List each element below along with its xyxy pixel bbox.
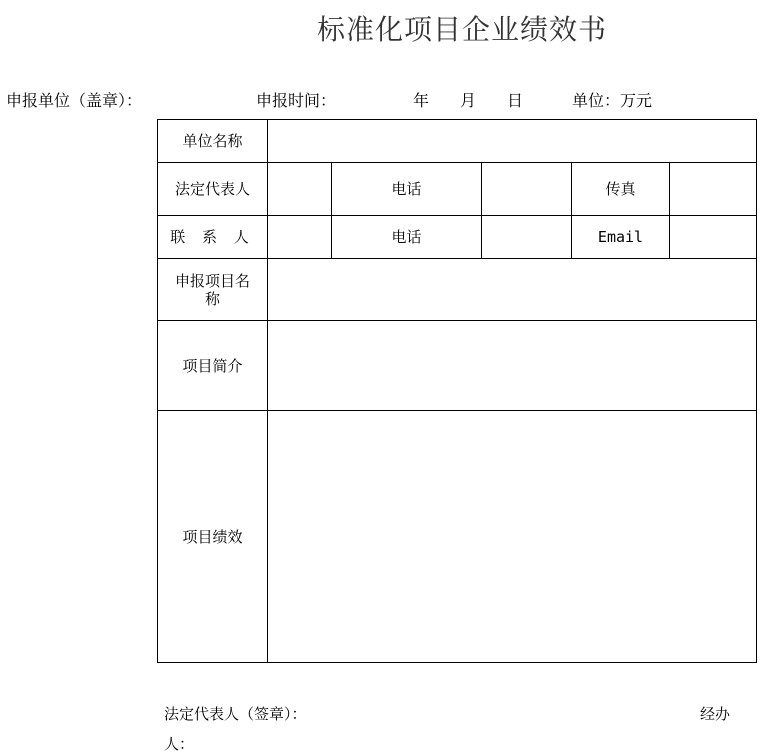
project-name-field[interactable] [268,259,757,321]
project-intro-label: 项目简介 [158,321,268,411]
org-name-field[interactable] [268,120,757,163]
phone-label: 电话 [332,163,482,216]
project-performance-field[interactable] [268,411,757,663]
contact-phone-label: 电话 [332,216,482,259]
legal-signature-label: 法定代表人（签章）： [164,705,307,723]
legal-rep-label: 法定代表人 [158,163,268,216]
contact-field[interactable] [268,216,332,259]
row-project-performance [158,411,757,663]
row-project-intro [158,321,757,411]
application-time-label: 申报时间： [256,91,337,110]
row-legal-rep [158,163,757,216]
month-label: 月 [460,91,477,110]
year-label: 年 [413,91,430,110]
legal-rep-phone-field[interactable] [482,163,572,216]
handler-label-part2: 人： [164,735,195,753]
email-label: Email [572,216,670,259]
org-name-label: 单位名称 [158,120,268,163]
legal-rep-field[interactable] [268,163,332,216]
row-contact [158,216,757,259]
project-performance-label: 项目绩效 [158,411,268,663]
project-intro-field[interactable] [268,321,757,411]
applicant-unit-label: 申报单位（盖章）： [6,91,143,110]
fax-field[interactable] [670,163,757,216]
day-label: 日 [507,91,524,110]
performance-form-table [157,119,757,663]
fax-label: 传真 [572,163,670,216]
row-org-name [158,120,757,163]
handler-label-part1: 经办 [700,705,731,723]
project-name-label: 申报项目名称 [158,259,268,321]
contact-label: 联 系 人 [158,216,268,259]
contact-phone-field[interactable] [482,216,572,259]
page-title: 标准化项目企业绩效书 [316,13,607,46]
email-field[interactable] [670,216,757,259]
currency-unit-label: 单位：万元 [572,91,653,110]
row-project-name [158,259,757,321]
